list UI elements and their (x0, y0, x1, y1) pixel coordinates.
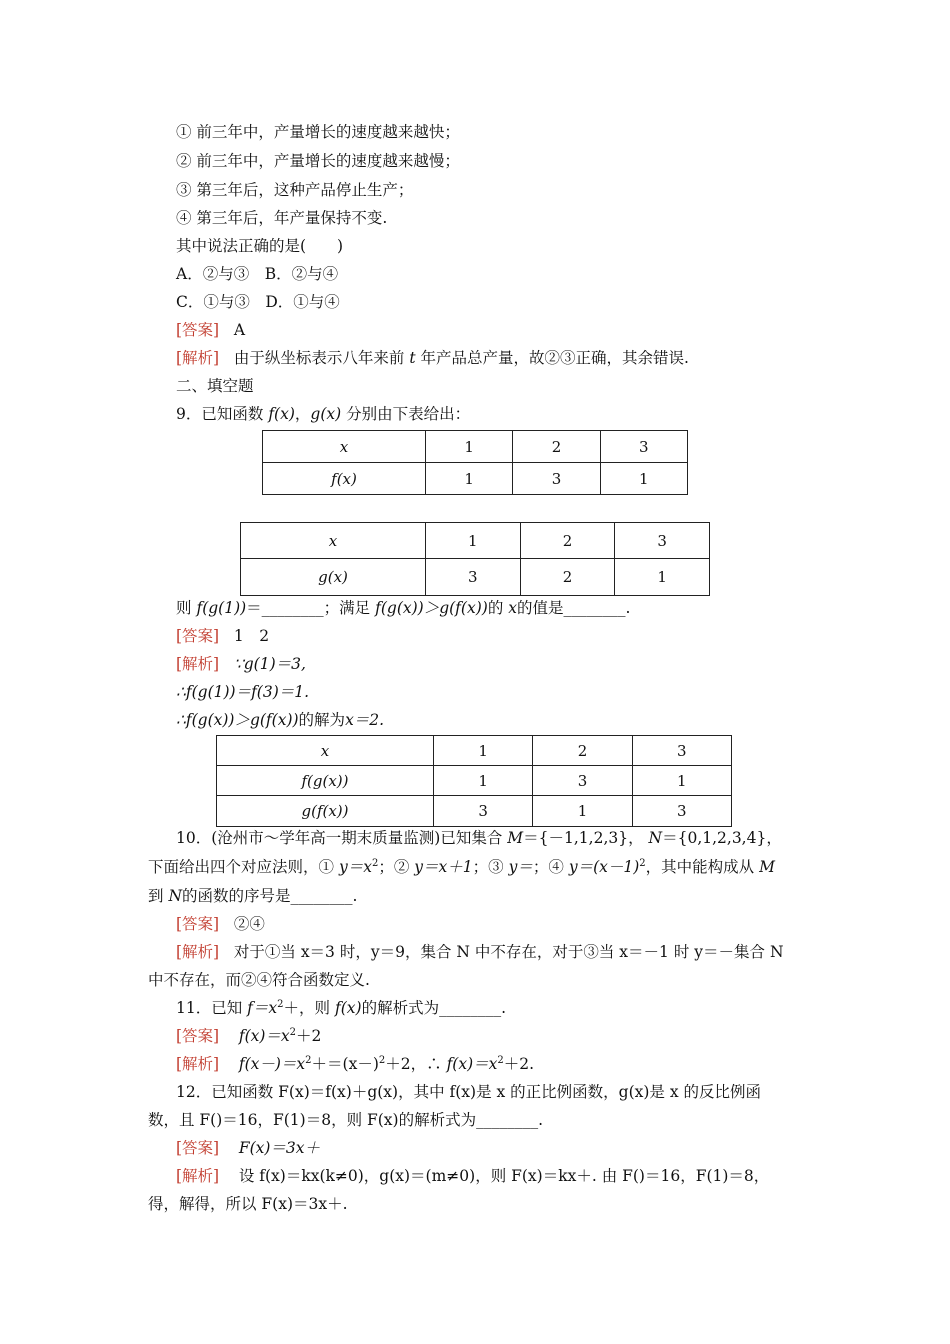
q11-stem-b: ＋，则 (283, 999, 331, 1017)
options-cd: C．①与③ D．①与④ (176, 293, 340, 311)
table-g-col-3: 3 (615, 523, 710, 559)
q10-line-3 (148, 886, 357, 906)
q11-answer-b: ＋2 (296, 1027, 322, 1045)
table-composite (216, 735, 732, 827)
table-c-col-1: 1 (434, 736, 533, 766)
table-g-val-3: 1 (615, 559, 710, 596)
q9-stem-b: 分别由下表给出： (346, 405, 471, 423)
q9-stem (176, 404, 470, 424)
table-f (262, 430, 688, 495)
q10-l2-h: y＝(x－1) (568, 858, 640, 876)
q10-line-2: 下面给出四个对应法则，① $y=x^2$；② y＝x＋1；③ y＝；④ $y=(x-1)^2$，其中能构成从 M (148, 857, 775, 876)
answer-tag: [答案] (176, 1027, 220, 1045)
table-c-r2-1: 3 (434, 796, 533, 827)
q9-comma: ， (294, 405, 311, 423)
table-g (240, 522, 710, 596)
options-ab: A．②与③ B．②与④ (176, 265, 339, 283)
q9-analysis-2 (176, 682, 309, 702)
statement-1: ① 前三年中，产量增长的速度越来越快； (176, 123, 460, 141)
table-g-col-1: 1 (426, 523, 521, 559)
question-prompt: 其中说法正确的是( ) (176, 237, 344, 255)
table-g-val-2: 2 (520, 559, 615, 596)
analysis-text-b: 年产品总产量，故②③正确，其余错误. (420, 349, 689, 367)
q9-analysis-3c: x＝2. (345, 711, 385, 729)
table-f-val-3: 1 (600, 463, 687, 495)
answer-value: F(x)＝3x＋ (238, 1139, 321, 1157)
table-f-col-1: 1 (426, 431, 513, 463)
table-c-row1: f(g(x)) (301, 771, 349, 790)
table-c-r2-3: 3 (632, 796, 731, 827)
q10-l2-b: y＝x (338, 858, 372, 876)
answer-value: ②④ (233, 915, 265, 933)
analysis-line-9 (176, 654, 306, 674)
q11-an-a: f(x－)＝x (238, 1055, 306, 1073)
table-c-x: x (320, 741, 330, 760)
q10-l3-b: 的函数的序号是________. (182, 887, 358, 905)
q11-an-c: ＋2，∴ (385, 1055, 442, 1073)
table-f-val-2: 3 (513, 463, 600, 495)
q11-stem-a: 11．已知 (176, 999, 243, 1017)
answer-line-10 (176, 914, 265, 934)
answer-tag: [答案] (176, 915, 220, 933)
q11-an-b: ＋＝(x－) (311, 1055, 379, 1073)
q9-stem-a: 9．已知函数 (176, 405, 264, 423)
table-g-col-2: 2 (520, 523, 615, 559)
q10-l1-a: 10．(沧州市～学年高一期末质量监测)已知集合 (176, 829, 503, 847)
q9-ask-c: f(g(x))＞g(f(x)) (375, 599, 488, 617)
q11-answer-a: f(x)＝x (238, 1027, 290, 1045)
section-heading: 二、填空题 (176, 377, 254, 395)
q11-stem-fx: f(x) (334, 999, 362, 1017)
answer-value: A (233, 321, 246, 339)
q9-analysis-3b: 的解为 (298, 711, 346, 729)
q10-analysis-1: 对于①当 x＝3 时，y＝9，集合 N 中不存在，对于③当 x＝－1 时 y＝－集合 N (233, 943, 784, 961)
q10-l2-e: ；③ (472, 858, 504, 876)
answer-line-9 (176, 626, 269, 646)
table-f-x: x (339, 437, 349, 456)
q10-l1-c: ＝{0,1,2,3,4}， (662, 829, 782, 847)
answer-value: 1 2 (233, 627, 270, 645)
table-f-val-1: 1 (426, 463, 513, 495)
answer-line-8 (176, 320, 245, 340)
table-c-col-3: 3 (632, 736, 731, 766)
q9-ask (176, 598, 630, 618)
q10-analysis-2: 中不存在，而②④符合函数定义. (148, 971, 370, 989)
analysis-var-t: t (409, 349, 416, 367)
statement-4: ④ 第三年后，年产量保持不变. (176, 209, 388, 227)
analysis-line-12 (176, 1166, 769, 1186)
q9-analysis-3a: ∴f(g(x))＞g(f(x)) (176, 711, 299, 729)
q11-stem-c: 的解析式为________. (361, 999, 506, 1017)
q9-ask-f: f(g(1)) (196, 599, 247, 617)
q11-stem: 11．已知 $f=x^2+$，则 f(x)的解析式为________. (176, 998, 506, 1017)
q10-l2-a: 下面给出四个对应法则，① (148, 858, 335, 876)
statement-2: ② 前三年中，产量增长的速度越来越慢； (176, 152, 460, 170)
q9-analysis-1: ∵g(1)＝3, (233, 655, 306, 673)
q10-l1-b: ＝{－1,1,2,3}， (523, 829, 644, 847)
table-g-x: x (328, 531, 338, 550)
q9-ask-x: x (508, 599, 518, 617)
answer-line-11: [答案] $f(x)=x^2+2$ (176, 1026, 322, 1045)
answer-tag: [答案] (176, 1139, 220, 1157)
q10-l2-f: y＝ (508, 858, 533, 876)
table-g-val-1: 3 (426, 559, 521, 596)
analysis-line-8 (176, 348, 689, 368)
q10-l3-a: 到 (148, 887, 164, 905)
analysis-tag: [解析] (176, 943, 220, 961)
q9-analysis-2-text: ∴f(g(1))＝f(3)＝1. (176, 683, 310, 701)
table-f-col-2: 2 (513, 431, 600, 463)
analysis-tag: [解析] (176, 655, 220, 673)
table-c-row2: g(f(x)) (301, 802, 349, 820)
q10-l1-M: M (507, 829, 524, 847)
table-f-col-3: 3 (600, 431, 687, 463)
q9-ask-b: ＝________；满足 (246, 599, 371, 617)
q12-line-1: 12．已知函数 F(x)＝f(x)＋g(x)，其中 f(x)是 x 的正比例函数，g(x)是 x 的反比例函 (176, 1083, 762, 1101)
q9-g: g(x) (310, 405, 342, 423)
table-g-label: g(x) (318, 568, 348, 586)
q12-line-2: 数，且 F()＝16，F(1)＝8，则 F(x)的解析式为________. (148, 1111, 544, 1129)
q10-l2-c: ；② (378, 858, 410, 876)
table-c-r1-1: 1 (434, 766, 533, 796)
table-c-r2-2: 1 (533, 796, 632, 827)
q9-ask-d: 的 (487, 599, 504, 617)
table-c-r1-2: 3 (533, 766, 632, 796)
q10-l1-N: N (648, 829, 663, 847)
answer-line-12 (176, 1138, 320, 1158)
q9-ask-a: 则 (176, 599, 192, 617)
analysis-line-11: [解析] $f(x-)=x^2+=(x-)^2+2$，∴ $f(x)=x^2+2$. (176, 1054, 535, 1073)
answer-tag: [答案] (176, 321, 220, 339)
q11-an-d: f(x)＝x (446, 1055, 498, 1073)
q10-l2-M: M (759, 858, 775, 876)
q11-an-e: ＋2. (503, 1055, 535, 1073)
analysis-tag: [解析] (176, 349, 220, 367)
q9-f: f(x) (268, 405, 295, 423)
q11-stem-f: f＝x (247, 999, 278, 1017)
statement-3: ③ 第三年后，这种产品停止生产； (176, 181, 414, 199)
table-c-col-2: 2 (533, 736, 632, 766)
table-f-label: f(x) (331, 469, 357, 488)
q10-line-1 (176, 828, 782, 848)
q9-ask-e: 的值是________. (517, 599, 631, 617)
q12-analysis-2: 得，解得，所以 F(x)＝3x＋. (148, 1195, 348, 1213)
analysis-line-10 (176, 942, 784, 962)
answer-tag: [答案] (176, 627, 220, 645)
q9-analysis-3 (176, 710, 384, 730)
q10-l2-d: y＝x＋1 (414, 858, 473, 876)
q10-l2-i: ，其中能构成从 (645, 858, 755, 876)
analysis-tag: [解析] (176, 1167, 220, 1185)
analysis-tag: [解析] (176, 1055, 220, 1073)
q10-l2-g: ；④ (532, 858, 564, 876)
q12-analysis-1: 设 f(x)＝kx(k≠0)，g(x)＝(m≠0)，则 F(x)＝kx＋. 由 F()＝16，F(1)＝8， (238, 1167, 770, 1185)
q10-l3-N: N (168, 887, 183, 905)
analysis-text-a: 由于纵坐标表示八年来前 (233, 349, 405, 367)
table-c-r1-3: 1 (632, 766, 731, 796)
